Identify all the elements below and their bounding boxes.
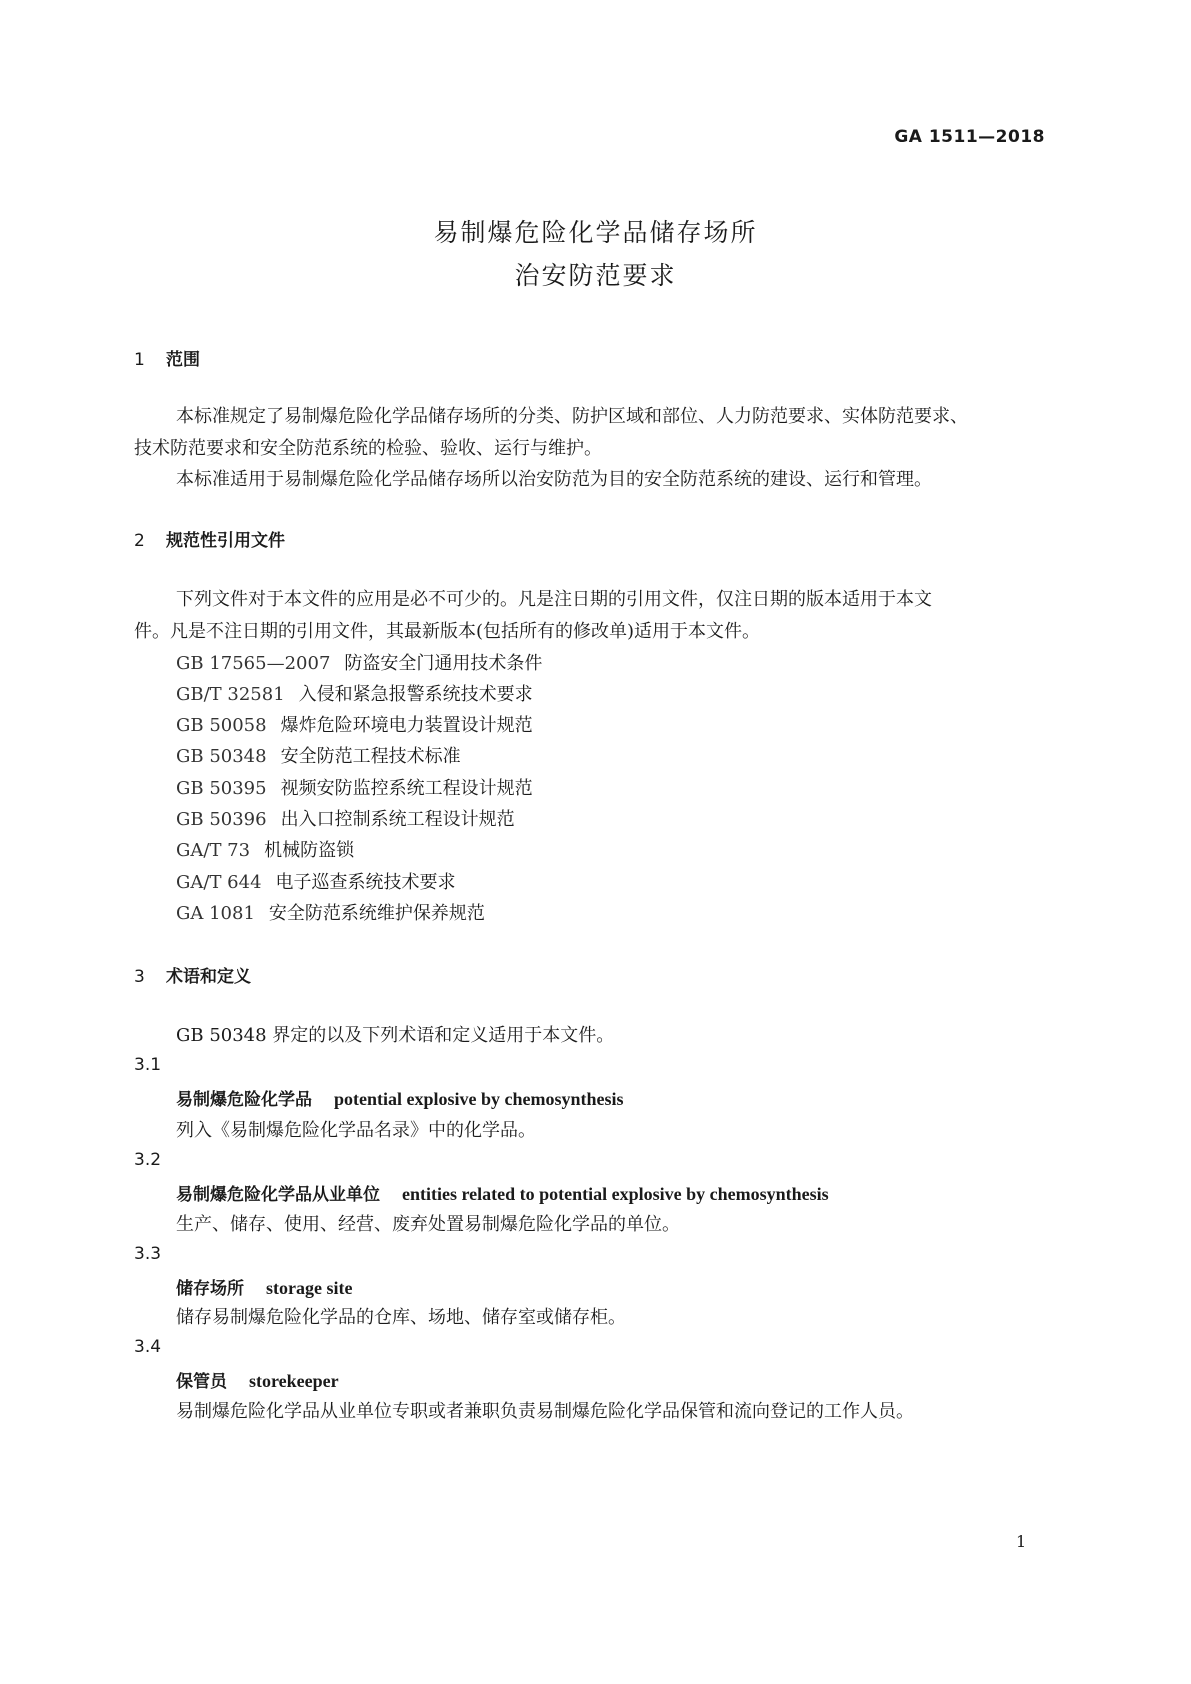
paragraph: 本标准适用于易制爆危险化学品储存场所以治安防范为目的安全防范系统的建设、运行和管理。	[176, 469, 932, 490]
reference-item	[176, 899, 485, 925]
section-3-heading	[134, 962, 251, 987]
paragraph-line: 件。凡是不注日期的引用文件，其最新版本(包括所有的修改单)适用于本文件。	[134, 621, 761, 642]
term-definition: 生产、储存、使用、经营、废弃处置易制爆危险化学品的单位。	[176, 1214, 680, 1235]
reference-title: 入侵和紧急报警系统技术要求	[298, 684, 533, 705]
reference-code: GB 50396	[176, 809, 267, 830]
section-title: 术语和定义	[166, 967, 251, 987]
reference-code: GA/T 73	[176, 840, 251, 861]
reference-code: GA 1081	[176, 903, 255, 924]
term-en: entities related to potential explosive by chemosynthesis	[402, 1184, 829, 1204]
reference-title: 机械防盗锁	[264, 840, 355, 861]
section-1-heading	[134, 345, 200, 370]
standard-code: GA 1511—2018	[894, 127, 1045, 147]
term-zh: 易制爆危险化学品从业单位	[176, 1185, 380, 1205]
term-heading	[176, 1367, 339, 1392]
term-number: 3.3	[134, 1244, 162, 1264]
term-definition: 列入《易制爆危险化学品名录》中的化学品。	[176, 1120, 536, 1141]
reference-code: GA/T 644	[176, 872, 262, 893]
document-title-line1: 易制爆危险化学品储存场所	[433, 218, 758, 247]
reference-title: 安全防范工程技术标准	[280, 746, 461, 767]
reference-title: 爆炸危险环境电力装置设计规范	[280, 715, 533, 736]
term-definition: 易制爆危险化学品从业单位专职或者兼职负责易制爆危险化学品保管和流向登记的工作人员。	[176, 1401, 914, 1422]
section-number: 1	[134, 350, 145, 370]
term-definition: 储存易制爆危险化学品的仓库、场地、储存室或储存柜。	[176, 1307, 626, 1328]
reference-code: GB 50058	[176, 715, 267, 736]
section-number: 2	[134, 531, 145, 551]
reference-item	[176, 868, 456, 894]
reference-item	[176, 836, 354, 862]
reference-item	[176, 805, 515, 831]
reference-code: GB 50395	[176, 778, 267, 799]
reference-code: GB/T 32581	[176, 684, 285, 705]
term-number: 3.1	[134, 1055, 162, 1075]
section-title: 规范性引用文件	[166, 531, 285, 551]
term-en: storekeeper	[249, 1371, 339, 1391]
reference-title: 电子巡查系统技术要求	[275, 872, 456, 893]
reference-item	[176, 680, 533, 706]
reference-title: 安全防范系统维护保养规范	[268, 903, 485, 924]
term-heading	[176, 1085, 624, 1110]
term-en: storage site	[266, 1278, 353, 1298]
paragraph-line: 本标准规定了易制爆危险化学品储存场所的分类、防护区域和部位、人力防范要求、实体防范要求、	[176, 406, 968, 427]
reference-item	[176, 742, 461, 768]
term-zh: 易制爆危险化学品	[176, 1090, 312, 1110]
reference-code: GB 50348	[176, 746, 267, 767]
term-number: 3.2	[134, 1150, 162, 1170]
reference-item	[176, 774, 533, 800]
paragraph: GB 50348 界定的以及下列术语和定义适用于本文件。	[176, 1025, 615, 1046]
reference-code: GB 17565—2007	[176, 653, 331, 674]
paragraph-line: 下列文件对于本文件的应用是必不可少的。凡是注日期的引用文件，仅注日期的版本适用于本文	[176, 589, 932, 610]
term-number: 3.4	[134, 1337, 162, 1357]
reference-title: 出入口控制系统工程设计规范	[280, 809, 515, 830]
section-title: 范围	[166, 350, 200, 370]
reference-item	[176, 649, 542, 675]
term-zh: 储存场所	[176, 1279, 244, 1299]
term-heading	[176, 1180, 829, 1205]
term-zh: 保管员	[176, 1372, 227, 1392]
paragraph-line: 技术防范要求和安全防范系统的检验、验收、运行与维护。	[134, 438, 602, 459]
page-number: 1	[1016, 1532, 1027, 1551]
reference-item	[176, 711, 533, 737]
section-2-heading	[134, 526, 285, 551]
term-en: potential explosive by chemosynthesis	[334, 1089, 624, 1109]
reference-title: 防盗安全门通用技术条件	[344, 653, 543, 674]
reference-title: 视频安防监控系统工程设计规范	[280, 778, 533, 799]
term-heading	[176, 1274, 352, 1299]
document-title-line2: 治安防范要求	[514, 261, 677, 290]
section-number: 3	[134, 967, 145, 987]
